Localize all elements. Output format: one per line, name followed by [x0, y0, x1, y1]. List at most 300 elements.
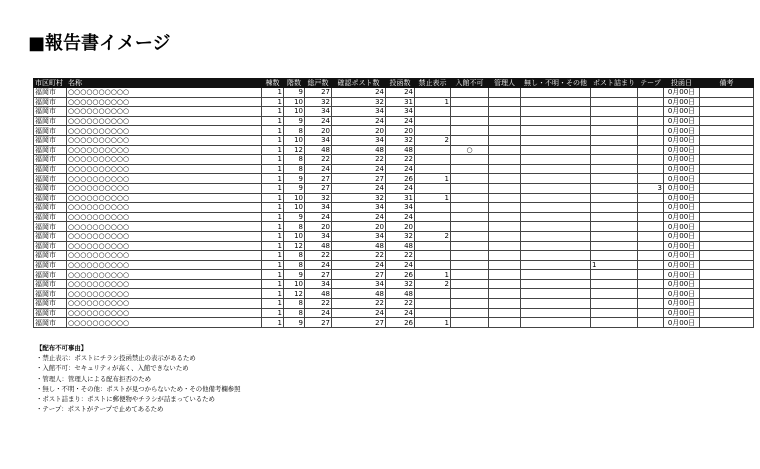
table-cell: 福岡市	[34, 212, 67, 222]
table-cell: 0月00日	[664, 164, 700, 174]
table-cell: 24	[386, 308, 415, 318]
table-cell	[489, 126, 521, 136]
table-row	[34, 270, 754, 280]
table-cell: 0月00日	[664, 231, 700, 241]
table-cell: 22	[332, 251, 386, 261]
table-cell: 福岡市	[34, 231, 67, 241]
table-cell: 0月00日	[664, 135, 700, 145]
table-cell: 福岡市	[34, 289, 67, 299]
table-cell	[591, 174, 638, 184]
table-cell	[489, 251, 521, 261]
table-cell	[521, 135, 591, 145]
table-cell	[489, 308, 521, 318]
table-cell: ○○○○○○○○○○	[67, 270, 262, 280]
table-cell: 0月00日	[664, 270, 700, 280]
table-cell: 0月00日	[664, 155, 700, 165]
table-cell	[638, 251, 664, 261]
table-cell: 8	[284, 126, 305, 136]
table-cell: 1	[262, 183, 284, 193]
column-header: 投函数	[386, 79, 415, 88]
table-cell: 9	[284, 88, 305, 98]
table-cell: 福岡市	[34, 193, 67, 203]
table-cell	[700, 270, 754, 280]
table-cell: 1	[262, 145, 284, 155]
table-cell: 20	[386, 126, 415, 136]
table-cell	[591, 270, 638, 280]
table-cell: ○○○○○○○○○○	[67, 145, 262, 155]
table-cell: 24	[332, 88, 386, 98]
table-cell	[700, 222, 754, 232]
table-cell	[638, 289, 664, 299]
table-cell: 32	[386, 231, 415, 241]
table-cell	[451, 183, 489, 193]
table-cell	[489, 155, 521, 165]
table-cell: 1	[262, 203, 284, 213]
table-cell	[591, 231, 638, 241]
table-cell: 9	[284, 270, 305, 280]
table-cell: 34	[332, 107, 386, 117]
table-cell: 0月00日	[664, 126, 700, 136]
table-cell	[591, 97, 638, 107]
table-cell	[521, 222, 591, 232]
table-cell	[451, 203, 489, 213]
table-cell	[521, 251, 591, 261]
table-cell: 0月00日	[664, 279, 700, 289]
table-cell: 1	[262, 155, 284, 165]
table-cell	[451, 299, 489, 309]
table-cell: 32	[305, 97, 332, 107]
table-cell: 福岡市	[34, 107, 67, 117]
table-cell: 0月00日	[664, 107, 700, 117]
table-row	[34, 279, 754, 289]
table-cell	[451, 279, 489, 289]
table-cell	[521, 145, 591, 155]
table-cell	[700, 251, 754, 261]
table-cell: 1	[262, 222, 284, 232]
column-header: 階数	[284, 79, 305, 88]
column-header: 棟数	[262, 79, 284, 88]
table-cell	[521, 164, 591, 174]
table-cell	[489, 212, 521, 222]
table-cell: 24	[332, 308, 386, 318]
table-cell	[415, 88, 451, 98]
table-cell: 24	[332, 116, 386, 126]
table-cell: 福岡市	[34, 183, 67, 193]
table-cell	[415, 212, 451, 222]
table-cell: 26	[386, 270, 415, 280]
table-cell	[489, 231, 521, 241]
table-cell: ○○○○○○○○○○	[67, 299, 262, 309]
table-cell: ○○○○○○○○○○	[67, 174, 262, 184]
table-cell: 0月00日	[664, 174, 700, 184]
table-cell	[415, 260, 451, 270]
table-cell: 34	[332, 231, 386, 241]
table-cell	[415, 107, 451, 117]
table-cell: 福岡市	[34, 241, 67, 251]
table-row	[34, 222, 754, 232]
table-cell: 24	[386, 183, 415, 193]
table-cell: 24	[386, 260, 415, 270]
table-cell: 福岡市	[34, 88, 67, 98]
table-cell: 8	[284, 308, 305, 318]
table-cell: 27	[332, 174, 386, 184]
table-cell	[591, 107, 638, 117]
table-cell: 0月00日	[664, 241, 700, 251]
table-cell: 1	[415, 270, 451, 280]
table-cell: ○○○○○○○○○○	[67, 183, 262, 193]
column-header: 入館不可	[451, 79, 489, 88]
table-cell	[521, 183, 591, 193]
table-cell	[638, 145, 664, 155]
table-cell	[489, 279, 521, 289]
table-cell	[451, 174, 489, 184]
table-cell	[521, 193, 591, 203]
table-cell	[521, 299, 591, 309]
table-cell	[700, 135, 754, 145]
table-row	[34, 212, 754, 222]
table-cell: 27	[305, 88, 332, 98]
column-header: テープ	[638, 79, 664, 88]
table-cell	[415, 203, 451, 213]
table-cell	[415, 241, 451, 251]
table-cell	[521, 203, 591, 213]
table-cell	[700, 145, 754, 155]
table-cell: 24	[305, 212, 332, 222]
table-cell	[700, 260, 754, 270]
table-cell: 34	[332, 203, 386, 213]
table-cell	[700, 164, 754, 174]
table-cell: ○○○○○○○○○○	[67, 116, 262, 126]
table-cell: 10	[284, 107, 305, 117]
table-cell	[415, 251, 451, 261]
table-cell	[638, 308, 664, 318]
table-cell: 1	[262, 135, 284, 145]
table-cell: 22	[332, 155, 386, 165]
table-cell: 12	[284, 241, 305, 251]
table-row	[34, 126, 754, 136]
table-row	[34, 145, 754, 155]
table-cell: 24	[332, 260, 386, 270]
table-cell: 10	[284, 193, 305, 203]
table-cell	[638, 155, 664, 165]
table-cell	[638, 260, 664, 270]
table-cell: 34	[332, 135, 386, 145]
table-cell: 24	[332, 212, 386, 222]
table-cell	[638, 270, 664, 280]
table-cell: 12	[284, 289, 305, 299]
table-cell: ○○○○○○○○○○	[67, 260, 262, 270]
table-cell: 福岡市	[34, 203, 67, 213]
table-cell: 24	[305, 164, 332, 174]
table-cell	[591, 222, 638, 232]
table-cell: ○○○○○○○○○○	[67, 222, 262, 232]
table-cell	[451, 308, 489, 318]
table-cell	[489, 164, 521, 174]
table-cell	[638, 88, 664, 98]
table-cell: 34	[386, 203, 415, 213]
table-cell	[700, 289, 754, 299]
table-cell: 27	[332, 318, 386, 328]
table-cell: 27	[305, 183, 332, 193]
table-cell: 1	[262, 251, 284, 261]
table-cell	[451, 270, 489, 280]
table-cell: 2	[415, 231, 451, 241]
table-cell: 福岡市	[34, 116, 67, 126]
table-cell: 1	[262, 88, 284, 98]
table-cell: ○○○○○○○○○○	[67, 193, 262, 203]
table-cell	[489, 97, 521, 107]
notes-item: ・テープ：ポストがテープで止めてあるため	[36, 405, 164, 414]
table-cell	[521, 231, 591, 241]
notes-item: ・管理人：管理人による配布拒否のため	[36, 374, 152, 383]
table-cell	[489, 222, 521, 232]
table-cell: 24	[386, 88, 415, 98]
table-cell	[700, 203, 754, 213]
table-cell	[451, 212, 489, 222]
table-cell	[700, 107, 754, 117]
table-cell: 0月00日	[664, 183, 700, 193]
table-cell: 31	[386, 97, 415, 107]
table-cell	[415, 308, 451, 318]
table-cell	[489, 107, 521, 117]
table-cell: ○○○○○○○○○○	[67, 126, 262, 136]
table-cell: 8	[284, 260, 305, 270]
table-cell: 32	[386, 279, 415, 289]
table-cell: 22	[305, 299, 332, 309]
column-header: 管理人	[489, 79, 521, 88]
table-cell	[591, 308, 638, 318]
table-cell: 48	[305, 241, 332, 251]
table-cell: 1	[415, 174, 451, 184]
table-cell	[451, 135, 489, 145]
page-title: ■報告書イメージ	[28, 33, 171, 54]
table-cell: 1	[262, 241, 284, 251]
table-cell	[638, 97, 664, 107]
table-cell: ○○○○○○○○○○	[67, 164, 262, 174]
table-cell	[489, 241, 521, 251]
table-cell	[638, 174, 664, 184]
table-cell: ○○○○○○○○○○	[67, 231, 262, 241]
table-cell: 32	[386, 135, 415, 145]
table-cell: 32	[305, 193, 332, 203]
table-cell	[521, 97, 591, 107]
notes-heading: 【配布不可事由】	[36, 344, 88, 352]
table-cell: 1	[262, 126, 284, 136]
table-cell	[415, 183, 451, 193]
table-cell	[591, 212, 638, 222]
table-cell: 34	[305, 279, 332, 289]
table-cell: 20	[332, 126, 386, 136]
table-cell: 1	[262, 193, 284, 203]
table-cell: 福岡市	[34, 308, 67, 318]
table-cell: 0月00日	[664, 203, 700, 213]
table-cell: 26	[386, 318, 415, 328]
table-cell	[489, 270, 521, 280]
table-cell: 福岡市	[34, 135, 67, 145]
table-cell: 20	[332, 222, 386, 232]
table-cell: 福岡市	[34, 270, 67, 280]
table-cell	[451, 251, 489, 261]
table-cell	[521, 289, 591, 299]
table-cell: 1	[262, 116, 284, 126]
table-row	[34, 241, 754, 251]
table-cell: 22	[332, 299, 386, 309]
table-cell: 0月00日	[664, 318, 700, 328]
table-cell: 24	[305, 116, 332, 126]
table-cell	[521, 270, 591, 280]
table-cell: 1	[262, 308, 284, 318]
table-cell: 9	[284, 212, 305, 222]
table-cell: 福岡市	[34, 126, 67, 136]
table-cell: 26	[386, 174, 415, 184]
table-cell: 20	[305, 222, 332, 232]
table-cell: 34	[332, 279, 386, 289]
table-cell: 22	[386, 155, 415, 165]
table-cell	[700, 318, 754, 328]
table-cell: 1	[262, 97, 284, 107]
notes-item: ・禁止表示：ポストにチラシ投函禁止の表示があるため	[36, 354, 196, 363]
table-cell	[591, 241, 638, 251]
table-cell	[638, 318, 664, 328]
table-cell	[451, 289, 489, 299]
table-cell: 24	[305, 260, 332, 270]
table-cell: 48	[386, 289, 415, 299]
table-cell	[451, 193, 489, 203]
table-cell: 福岡市	[34, 174, 67, 184]
table-cell	[521, 126, 591, 136]
table-cell: 福岡市	[34, 164, 67, 174]
table-cell	[591, 155, 638, 165]
table-cell: 1	[262, 299, 284, 309]
table-cell: 8	[284, 155, 305, 165]
table-cell: 1	[262, 279, 284, 289]
table-cell	[415, 164, 451, 174]
table-cell: 27	[332, 270, 386, 280]
table-cell: 31	[386, 193, 415, 203]
table-cell	[700, 231, 754, 241]
table-cell	[591, 164, 638, 174]
table-cell	[638, 241, 664, 251]
table-cell: 9	[284, 318, 305, 328]
column-header: 禁止表示	[415, 79, 451, 88]
table-cell: 0月00日	[664, 88, 700, 98]
table-cell: 22	[305, 251, 332, 261]
table-cell	[489, 260, 521, 270]
table-cell: 1	[262, 270, 284, 280]
table-cell	[521, 107, 591, 117]
table-cell	[451, 231, 489, 241]
table-cell: 12	[284, 145, 305, 155]
table-cell: 1	[262, 231, 284, 241]
table-cell	[638, 107, 664, 117]
table-cell: 10	[284, 231, 305, 241]
table-cell	[591, 289, 638, 299]
table-cell: 20	[386, 222, 415, 232]
table-cell	[521, 116, 591, 126]
table-cell	[489, 318, 521, 328]
table-cell	[638, 164, 664, 174]
table-cell: 24	[386, 212, 415, 222]
table-cell: 8	[284, 222, 305, 232]
table-cell: ○○○○○○○○○○	[67, 241, 262, 251]
table-row	[34, 155, 754, 165]
table-cell: ○○○○○○○○○○	[67, 155, 262, 165]
table-cell	[521, 241, 591, 251]
table-cell: 2	[415, 135, 451, 145]
table-cell: 0月00日	[664, 289, 700, 299]
table-cell	[700, 193, 754, 203]
table-row	[34, 299, 754, 309]
table-row	[34, 318, 754, 328]
table-cell	[451, 241, 489, 251]
table-cell	[638, 212, 664, 222]
table-cell: 2	[415, 279, 451, 289]
table-cell	[700, 155, 754, 165]
table-cell: 10	[284, 279, 305, 289]
table-cell: 34	[386, 107, 415, 117]
table-cell: 34	[305, 135, 332, 145]
table-cell	[521, 174, 591, 184]
table-cell	[591, 145, 638, 155]
table-cell	[700, 279, 754, 289]
table-cell	[521, 279, 591, 289]
table-cell	[638, 279, 664, 289]
table-cell: 32	[332, 97, 386, 107]
table-cell: 8	[284, 251, 305, 261]
table-row	[34, 116, 754, 126]
table-cell: 27	[305, 318, 332, 328]
table-cell	[638, 135, 664, 145]
table-cell	[638, 222, 664, 232]
table-cell: 福岡市	[34, 97, 67, 107]
table-cell: 24	[386, 164, 415, 174]
table-cell: ○○○○○○○○○○	[67, 135, 262, 145]
table-cell: 1	[262, 260, 284, 270]
table-cell	[489, 88, 521, 98]
table-cell: 22	[305, 155, 332, 165]
column-header: 確認ポスト数	[332, 79, 386, 88]
table-row	[34, 164, 754, 174]
table-cell	[489, 193, 521, 203]
column-header: 市区町村	[34, 79, 67, 88]
table-cell	[700, 116, 754, 126]
table-cell: 0月00日	[664, 193, 700, 203]
table-cell	[489, 299, 521, 309]
table-cell	[638, 203, 664, 213]
table-row	[34, 183, 754, 193]
table-cell	[451, 116, 489, 126]
table-row	[34, 88, 754, 98]
table-cell	[591, 193, 638, 203]
column-header: 名称	[67, 79, 262, 88]
table-cell: 34	[305, 231, 332, 241]
table-cell	[591, 251, 638, 261]
table-cell: ○○○○○○○○○○	[67, 251, 262, 261]
table-cell: ○○○○○○○○○○	[67, 107, 262, 117]
table-cell: 1	[591, 260, 638, 270]
table-cell: 34	[305, 107, 332, 117]
table-cell: 9	[284, 174, 305, 184]
table-cell	[591, 279, 638, 289]
table-cell: 9	[284, 116, 305, 126]
table-cell	[451, 107, 489, 117]
table-cell	[489, 203, 521, 213]
table-cell: 1	[415, 97, 451, 107]
table-cell	[638, 126, 664, 136]
table-cell	[415, 289, 451, 299]
table-cell: 10	[284, 97, 305, 107]
table-cell: 24	[332, 164, 386, 174]
